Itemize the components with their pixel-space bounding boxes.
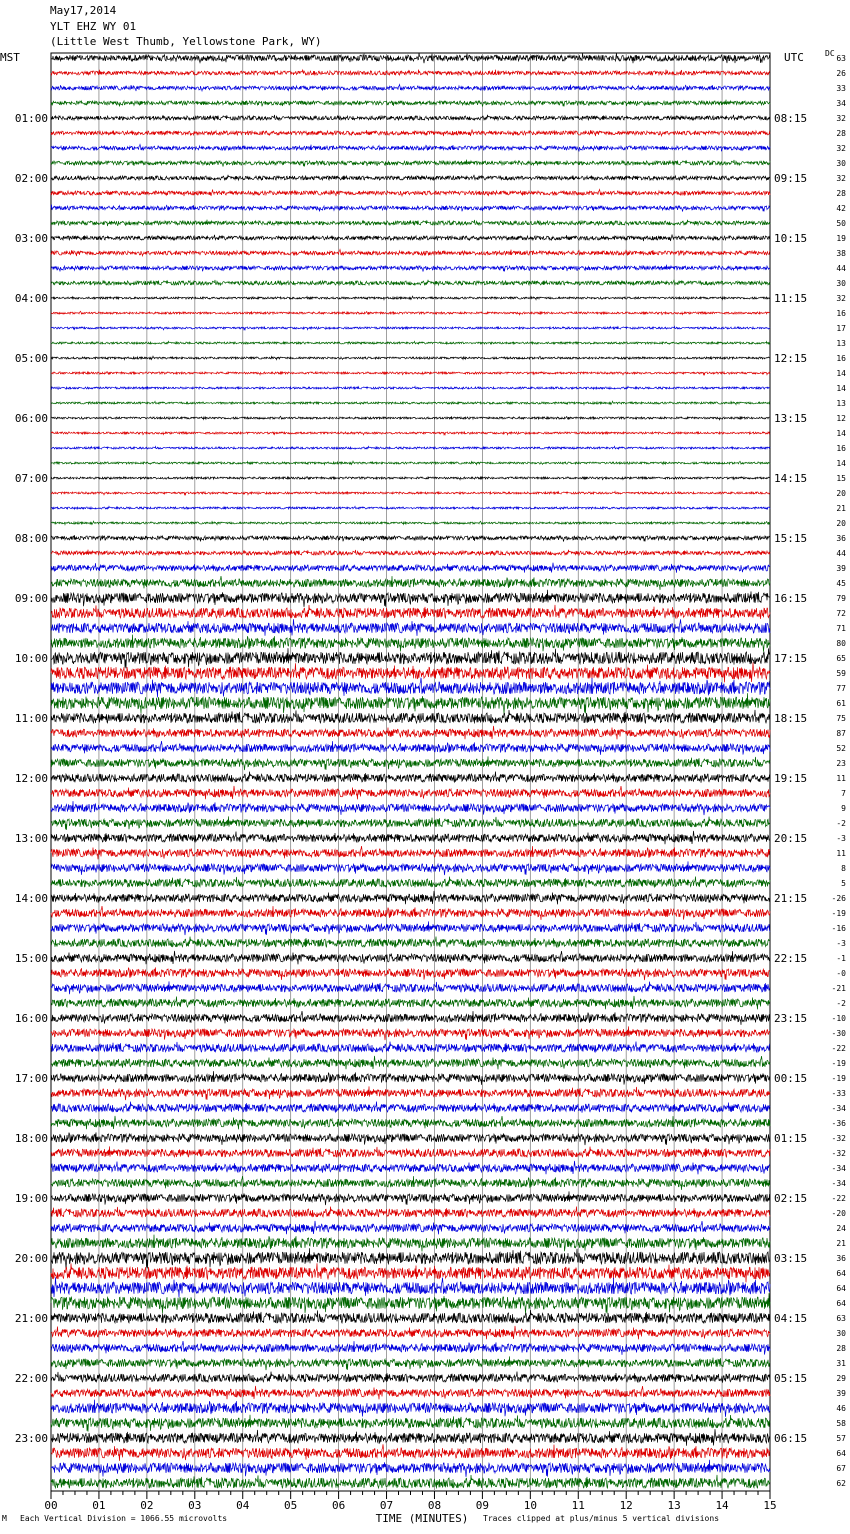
trace-line [51,772,770,783]
dc-offset-label: -21 [831,984,846,993]
trace-line [51,891,770,904]
left-hour-label: 08:00 [14,532,48,545]
right-hour-label: 13:15 [774,412,808,425]
dc-offset-label: -33 [831,1089,846,1098]
dc-offset-label: 13 [836,399,846,408]
trace-line [51,1191,770,1205]
dc-offset-label: -22 [831,1044,846,1053]
trace-line [51,937,770,948]
trace-line [51,1102,770,1113]
trace-line [51,250,770,257]
x-tick-label: 15 [763,1499,777,1512]
left-hour-label: 17:00 [14,1072,48,1085]
trace-line [51,786,770,799]
right-hour-label: 09:15 [774,172,808,185]
left-hour-label: 14:00 [14,892,48,905]
dc-offset-label: 39 [836,1389,846,1398]
dc-offset-label: 13 [836,339,846,348]
x-tick-label: 12 [619,1499,633,1512]
trace-line [51,996,770,1009]
dc-offset-label: 38 [836,249,846,258]
x-tick-label: 02 [140,1499,154,1512]
dc-offset-label: 11 [836,774,846,783]
dc-offset-label: 64 [836,1269,846,1278]
trace-line [51,190,770,197]
dc-offset-label: 5 [841,879,846,888]
dc-offset-label: 20 [836,489,846,498]
trace-line [51,175,770,181]
right-hour-label: 20:15 [774,832,808,845]
x-tick-label: 09 [475,1499,490,1512]
trace-line [51,1460,770,1477]
trace-line [51,1429,770,1446]
left-hour-label: 19:00 [14,1192,48,1205]
dc-offset-label: 62 [836,1479,846,1488]
dc-offset-label: -36 [831,1119,846,1128]
x-tick-label: 11 [571,1499,585,1512]
right-hour-label: 17:15 [774,652,808,665]
dc-offset-label: -22 [831,1194,846,1203]
dc-offset-label: 21 [836,504,846,513]
dc-offset-label: 77 [836,684,846,693]
right-hour-label: 08:15 [774,112,808,125]
trace-line [51,1116,770,1129]
dc-offset-label: 20 [836,519,846,528]
left-hour-label: 12:00 [14,772,48,785]
dc-offset-label: -19 [831,1074,846,1083]
trace-line [51,831,770,844]
trace-line [51,311,770,314]
dc-offset-label: -26 [831,894,846,903]
dc-offset-label: 59 [836,669,846,678]
x-tick-label: 13 [667,1499,681,1512]
dc-offset-label: 46 [836,1404,846,1413]
trace-line [51,1086,770,1100]
trace-line [51,1161,770,1174]
dc-offset-label: 16 [836,444,846,453]
dc-offset-label: 57 [836,1434,846,1443]
right-hour-label: 06:15 [774,1432,808,1445]
right-hour-label: 03:15 [774,1252,808,1265]
dc-offset-label: 28 [836,189,846,198]
trace-line [51,1372,770,1383]
trace-line [51,648,770,668]
left-hour-label: 04:00 [14,292,48,305]
dc-offset-label: 28 [836,129,846,138]
trace-line [51,816,770,829]
station-location: (Little West Thumb, Yellowstone Park, WY) [50,35,322,48]
trace-line [51,576,770,590]
trace-line [51,85,770,92]
trace-line [51,1444,770,1461]
dc-offset-label: -20 [831,1209,846,1218]
trace-line [51,1011,770,1025]
trace-line [51,1400,770,1417]
left-hour-label: 15:00 [14,952,48,965]
trace-line [51,981,770,994]
station-id: YLT EHZ WY 01 [50,20,137,33]
dc-offset-label: 32 [836,114,846,123]
trace-line [51,372,770,375]
dc-offset-label: -34 [831,1104,846,1113]
right-hour-label: 19:15 [774,772,808,785]
dc-offset-label: 61 [836,699,846,708]
dc-offset-label: 44 [836,264,846,273]
trace-line [51,1293,770,1313]
dc-offset-label: 72 [836,609,846,618]
trace-line [51,693,770,713]
trace-line [51,877,770,888]
dc-offset-label: 67 [836,1464,846,1473]
dc-offset-label: -3 [836,939,846,948]
dc-offset-label: -32 [831,1149,846,1158]
right-hour-label: 11:15 [774,292,808,305]
trace-line [51,160,770,167]
dc-offset-label: -30 [831,1029,846,1038]
dc-offset-label: 28 [836,1344,846,1353]
right-hour-label: 22:15 [774,952,808,965]
right-hour-label: 00:15 [774,1072,808,1085]
left-hour-label: 01:00 [14,112,48,125]
dc-offset-label: 24 [836,1224,846,1233]
x-tick-label: 07 [379,1499,394,1512]
dc-offset-label: 30 [836,1329,846,1338]
x-tick-label: 10 [523,1499,537,1512]
trace-line [51,921,770,935]
x-tick-label: 03 [188,1499,202,1512]
left-hour-label: 09:00 [14,592,48,605]
dc-offset-label: -2 [836,999,846,1008]
dc-offset-label: -32 [831,1134,846,1143]
dc-offset-label: 75 [836,714,846,723]
trace-line [51,1221,770,1234]
dc-offset-label: 16 [836,354,846,363]
right-hour-label: 10:15 [774,232,808,245]
trace-line [51,1356,770,1370]
right-hour-label: 21:15 [774,892,808,905]
trace-line [51,563,770,573]
trace-line [51,416,770,419]
left-hour-label: 20:00 [14,1252,48,1265]
trace-line [51,1026,770,1040]
dc-label: DC [825,49,835,58]
dc-offset-label: 8 [841,864,846,873]
dc-offset-label: -34 [831,1179,846,1188]
corner-mark: M [2,1514,7,1523]
dc-offset-label: 30 [836,279,846,288]
trace-line [51,1326,770,1339]
dc-offset-label: -10 [831,1014,846,1023]
left-hour-label: 06:00 [14,412,48,425]
dc-offset-label: -0 [836,969,846,978]
trace-line [51,678,770,698]
trace-line [51,205,770,212]
dc-offset-label: 32 [836,174,846,183]
trace-line [51,726,770,739]
x-tick-label: 01 [92,1499,106,1512]
right-hour-label: 16:15 [774,592,808,605]
dc-offset-label: 36 [836,534,846,543]
dc-offset-label: 12 [836,414,846,423]
trace-line [51,1341,770,1355]
trace-line [51,1248,770,1268]
dc-offset-label: 71 [836,624,846,633]
dc-offset-label: 64 [836,1299,846,1308]
trace-line [51,1263,770,1282]
dc-offset-label: -19 [831,1059,846,1068]
x-tick-label: 04 [236,1499,250,1512]
trace-line [51,605,770,619]
dc-offset-label: 64 [836,1284,846,1293]
dc-offset-label: -34 [831,1164,846,1173]
dc-offset-label: 39 [836,564,846,573]
trace-line [51,446,770,449]
trace-line [51,100,770,107]
clip-note: Traces clipped at plus/minus 5 vertical divisions [483,1514,720,1523]
dc-offset-label: 45 [836,579,846,588]
trace-line [51,265,770,272]
dc-offset-label: 29 [836,1374,846,1383]
trace-line [51,461,770,464]
dc-offset-label: 15 [836,474,846,483]
trace-line [51,115,770,120]
dc-offset-label: 52 [836,744,846,753]
dc-offset-label: 36 [836,1254,846,1263]
trace-line [51,1146,770,1157]
left-hour-label: 10:00 [14,652,48,665]
dc-offset-label: -2 [836,819,846,828]
right-hour-label: 02:15 [774,1192,808,1205]
dc-offset-label: 58 [836,1419,846,1428]
scale-note: Each Vertical Division = 1066.55 microvolts [20,1514,228,1523]
dc-offset-label: 65 [836,654,846,663]
x-tick-label: 06 [331,1499,346,1512]
right-hour-label: 04:15 [774,1312,808,1325]
left-hour-label: 11:00 [14,712,48,725]
right-hour-label: 23:15 [774,1012,808,1025]
trace-line [51,1475,770,1489]
plot-date: May17,2014 [50,4,117,17]
trace-line [51,550,770,556]
dc-offset-label: 32 [836,144,846,153]
dc-offset-label: 14 [836,384,846,393]
left-hour-label: 16:00 [14,1012,48,1025]
dc-offset-label: 63 [836,54,846,63]
trace-line [51,401,770,404]
trace-line [51,1415,770,1432]
right-hour-label: 18:15 [774,712,808,725]
dc-offset-label: 21 [836,1239,846,1248]
trace-line [51,906,770,920]
trace-line [51,53,770,64]
trace-line [51,341,770,344]
right-hour-label: 01:15 [774,1132,808,1145]
left-hour-label: 03:00 [14,232,48,245]
trace-line [51,235,770,242]
dc-offset-label: -16 [831,924,846,933]
trace-line [51,220,770,226]
trace-line [51,741,770,755]
dc-offset-label: -1 [836,954,846,963]
trace-line [51,491,770,494]
trace-line [51,280,770,285]
trace-line [51,476,770,479]
x-tick-label: 14 [715,1499,729,1512]
dc-offset-label: 16 [836,309,846,318]
x-tick-label: 00 [44,1499,58,1512]
dc-offset-label: 79 [836,594,846,603]
dc-offset-label: -3 [836,834,846,843]
trace-line [51,590,770,607]
left-hour-label: 21:00 [14,1312,48,1325]
trace-line [51,1386,770,1399]
left-hour-label: 18:00 [14,1132,48,1145]
dc-offset-label: 11 [836,849,846,858]
trace-line [51,801,770,815]
trace-line [51,1277,770,1297]
trace-line [51,662,770,682]
trace-line [51,1132,770,1145]
dc-offset-label: 9 [841,804,846,813]
x-axis-title: TIME (MINUTES) [375,1512,469,1525]
dc-offset-label: 64 [836,1449,846,1458]
right-hour-label: 14:15 [774,472,808,485]
dc-offset-label: 42 [836,204,846,213]
dc-offset-label: 17 [836,324,846,333]
dc-offset-label: 80 [836,639,846,648]
dc-offset-label: 32 [836,294,846,303]
trace-line [51,756,770,770]
trace-line [51,1207,770,1218]
right-hour-label: 12:15 [774,352,808,365]
dc-offset-label: 50 [836,219,846,228]
dc-offset-label: 26 [836,69,846,78]
left-hour-label: 13:00 [14,832,48,845]
dc-offset-label: 30 [836,159,846,168]
trace-line [51,386,770,389]
dc-offset-label: 34 [836,99,846,108]
trace-line [51,506,770,509]
left-hour-label: 02:00 [14,172,48,185]
trace-line [51,846,770,859]
left-timezone-label: MST [0,51,20,64]
trace-line [51,967,770,980]
trace-line [51,951,770,964]
trace-line [51,521,770,524]
left-hour-label: 05:00 [14,352,48,365]
dc-offset-label: 14 [836,459,846,468]
right-timezone-label: UTC [784,51,804,64]
trace-line [51,130,770,137]
dc-offset-label: 31 [836,1359,846,1368]
x-tick-label: 08 [427,1499,442,1512]
trace-line [51,1042,770,1053]
trace-line [51,710,770,724]
trace-line [51,861,770,875]
left-hour-label: 22:00 [14,1372,48,1385]
dc-offset-label: 14 [836,369,846,378]
trace-line [51,535,770,541]
trace-line [51,326,770,329]
trace-line [51,635,770,652]
trace-line [51,70,770,77]
dc-offset-label: 23 [836,759,846,768]
dc-offset-label: 19 [836,234,846,243]
dc-offset-label: 7 [841,789,846,798]
right-hour-label: 15:15 [774,532,808,545]
x-tick-label: 05 [284,1499,298,1512]
trace-line [51,619,770,636]
dc-offset-label: -19 [831,909,846,918]
trace-line [51,1071,770,1085]
left-hour-label: 23:00 [14,1432,48,1445]
trace-line [51,145,770,152]
dc-offset-label: 44 [836,549,846,558]
trace-line [51,1235,770,1252]
trace-line [51,1056,770,1069]
trace-line [51,1176,770,1190]
left-hour-label: 07:00 [14,472,48,485]
trace-line [51,356,770,359]
right-hour-label: 05:15 [774,1372,808,1385]
dc-offset-label: 33 [836,84,846,93]
dc-offset-label: 63 [836,1314,846,1323]
dc-offset-label: 87 [836,729,846,738]
trace-line [51,296,770,299]
trace-line [51,431,770,434]
dc-offset-label: 14 [836,429,846,438]
trace-line [51,1310,770,1324]
